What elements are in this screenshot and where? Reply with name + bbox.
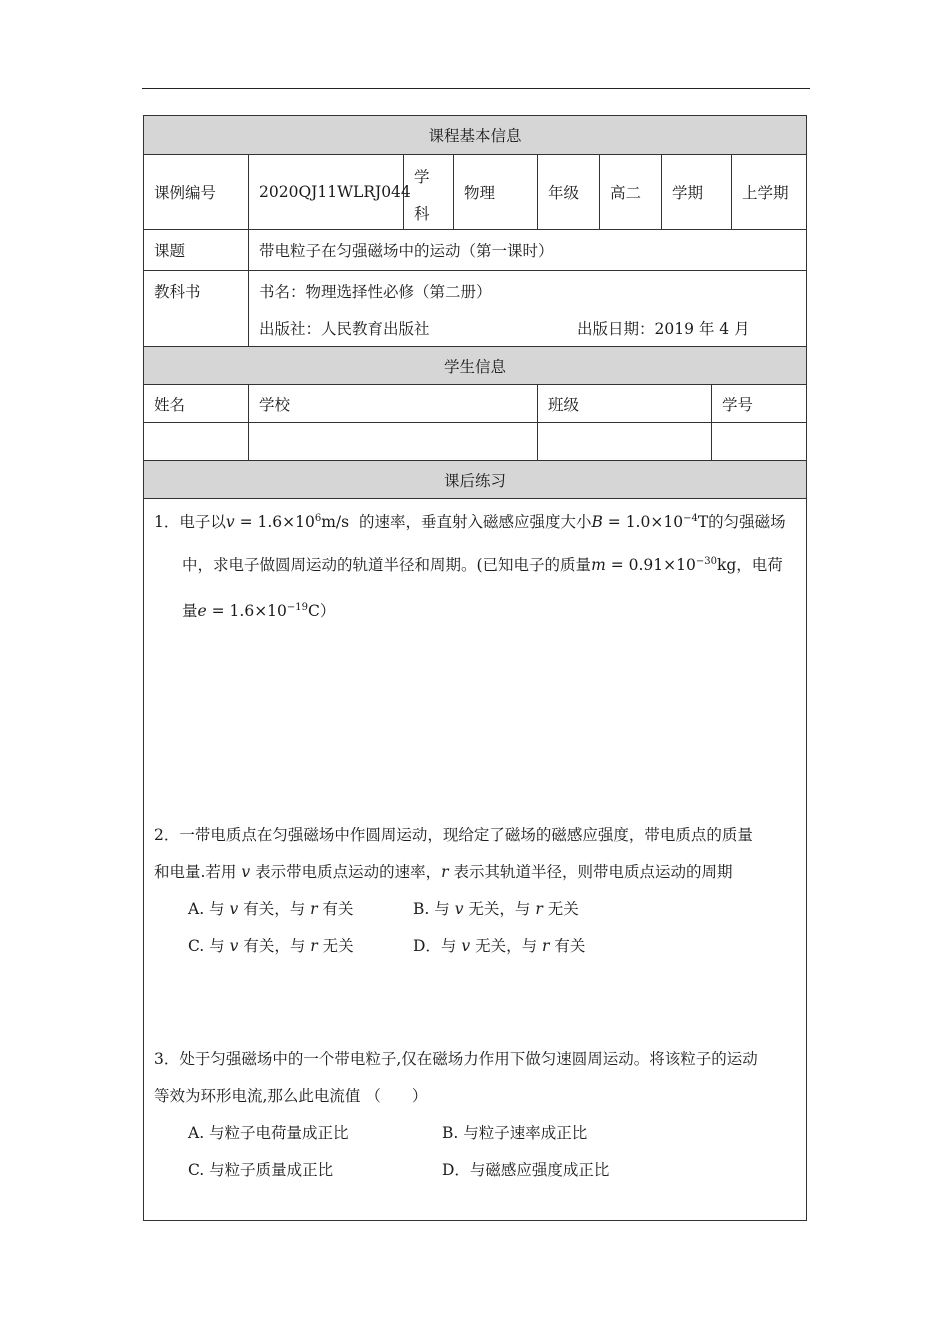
q2-option-b-mid: 无关，与	[468, 900, 531, 918]
student-labels-row	[144, 385, 806, 423]
class-label-cell	[538, 385, 712, 422]
number-field[interactable]	[712, 423, 808, 460]
name-label: 姓名	[154, 395, 186, 414]
q3-option-d[interactable]: D．与磁感应强度成正比	[442, 1161, 610, 1179]
q3-option-a[interactable]: A. 与粒子电荷量成正比	[188, 1124, 349, 1142]
q1-text-g: ）	[319, 602, 336, 620]
student-values-row	[144, 423, 806, 461]
q2-option-a[interactable]	[188, 897, 354, 919]
course-info-title: 课程基本信息	[428, 127, 522, 145]
q2-option-c-prefix: C. 与	[188, 937, 225, 955]
q1-text-b: 的速率，垂直射入磁感应强度大小	[358, 513, 592, 531]
q1-text-c: 的匀强磁场	[708, 513, 786, 531]
topic-value: 带电粒子在匀强磁场中的运动（第一课时）	[259, 242, 554, 260]
q1-charge-symbol: e	[197, 602, 207, 620]
question-1-line-2	[182, 553, 783, 575]
q2-text-b: 表示带电质点运动的速率，	[255, 863, 442, 881]
textbook-value-cell	[249, 271, 808, 346]
exercises-body	[144, 499, 806, 1219]
q1-mass-exponent: −30	[695, 556, 717, 567]
q2-option-d-v: v	[461, 937, 471, 955]
q2-option-c-suffix: 无关	[322, 937, 354, 955]
q2-option-c-v: v	[229, 937, 239, 955]
name-field[interactable]	[144, 423, 249, 460]
q2-option-c-r: r	[310, 937, 318, 955]
q2-radius-symbol: r	[441, 863, 449, 881]
q2-option-d-prefix: D．与	[413, 937, 457, 955]
topic-value-cell	[249, 230, 808, 270]
publication-date: 出版日期：2019 年 4 月	[577, 320, 750, 338]
header-rule	[142, 88, 810, 89]
question-1-line-1	[154, 510, 786, 532]
q2-option-b[interactable]	[413, 897, 579, 919]
course-info-header	[144, 116, 806, 155]
school-label-cell	[249, 385, 538, 422]
q2-option-a-suffix: 有关	[322, 900, 354, 918]
q1-text-d: 中，求电子做圆周运动的轨道半径和周期。(已知电子的质量	[182, 556, 592, 574]
q1-mass-unit: kg	[716, 556, 737, 574]
textbook-label: 教科书	[154, 283, 201, 301]
q1-mass-symbol: m	[591, 556, 606, 574]
student-info-header	[144, 347, 806, 385]
class-label: 班级	[548, 395, 580, 414]
textbook-label-cell	[144, 271, 249, 346]
q1-charge-exponent: −19	[286, 602, 309, 613]
subject-label-top: 学	[414, 168, 430, 186]
term-value: 上学期	[742, 184, 789, 202]
question-1-line-3	[182, 599, 335, 621]
grade-label: 年级	[548, 184, 580, 202]
grade-value: 高二	[610, 184, 642, 202]
q2-option-c[interactable]	[188, 934, 354, 956]
q1-field-unit: T	[697, 513, 709, 531]
question-3-line-1: 3．处于匀强磁场中的一个带电粒子,仅在磁场力作用下做匀速圆周运动。将该粒子的运动	[154, 1050, 758, 1068]
q2-option-d-suffix: 有关	[554, 937, 586, 955]
q2-option-b-r: r	[535, 900, 543, 918]
course-meta-row	[144, 155, 806, 230]
textbook-row	[144, 271, 806, 347]
exercises-title: 课后练习	[443, 471, 506, 490]
q1-velocity-unit: m/s	[321, 513, 350, 531]
course-sheet	[143, 115, 807, 1221]
student-info-title: 学生信息	[443, 357, 506, 376]
q3-option-c[interactable]: C. 与粒子质量成正比	[188, 1161, 334, 1179]
q1-text-a: 1．电子以	[154, 513, 226, 531]
term-label: 学期	[672, 184, 704, 202]
q1-velocity-exponent: 6	[314, 513, 322, 524]
topic-row	[144, 230, 806, 271]
q2-option-b-prefix: B. 与	[413, 900, 450, 918]
q3-option-b[interactable]: B. 与粒子速率成正比	[442, 1124, 588, 1142]
school-field[interactable]	[249, 423, 538, 460]
q2-option-d-mid: 无关，与	[475, 937, 538, 955]
exercises-header	[144, 461, 806, 499]
topic-label-cell	[144, 230, 249, 270]
book-name: 书名：物理选择性必修（第二册）	[259, 283, 492, 301]
q1-text-f: 量	[182, 602, 198, 620]
q2-option-a-mid: 有关，与	[243, 900, 306, 918]
q2-option-a-r: r	[310, 900, 318, 918]
grade-label-cell	[538, 155, 600, 229]
course-id-value: 2020QJ11WLRJ044	[259, 183, 411, 201]
q2-option-c-mid: 有关，与	[243, 937, 306, 955]
q1-velocity-symbol: v	[225, 513, 235, 531]
number-label: 学号	[722, 395, 754, 414]
name-label-cell	[144, 385, 249, 422]
q2-option-a-v: v	[229, 900, 239, 918]
course-id-label: 课例编号	[154, 184, 217, 202]
subject-label-bottom: 科	[414, 205, 430, 223]
subject-value: 物理	[464, 184, 496, 202]
topic-label: 课题	[154, 242, 186, 260]
term-label-cell	[662, 155, 732, 229]
subject-value-cell	[454, 155, 538, 229]
q1-text-e: ，电荷	[736, 556, 783, 574]
number-label-cell	[712, 385, 808, 422]
q2-option-b-v: v	[454, 900, 464, 918]
q1-charge-unit: C	[308, 602, 320, 620]
subject-label-cell	[404, 155, 454, 229]
q1-velocity-value: = 1.6×10	[234, 513, 315, 531]
class-field[interactable]	[538, 423, 712, 460]
term-value-cell	[732, 155, 808, 229]
q2-option-d-r: r	[542, 937, 550, 955]
q2-option-d[interactable]	[413, 934, 585, 956]
q2-text-c: 表示其轨道半径，则带电质点运动的周期	[453, 863, 733, 881]
course-id-label-cell	[144, 155, 249, 229]
q1-field-symbol: B	[591, 513, 603, 531]
question-2-line-2	[154, 860, 732, 882]
publisher: 出版社：人民教育出版社	[259, 320, 430, 338]
q1-mass-value: = 0.91×10	[605, 556, 696, 574]
q2-text-a: 和电量.若用	[154, 863, 237, 881]
q1-field-exponent: −4	[683, 513, 698, 524]
school-label: 学校	[259, 395, 291, 414]
course-id-value-cell	[249, 155, 411, 229]
q1-charge-value: = 1.6×10	[206, 602, 287, 620]
grade-value-cell	[600, 155, 662, 229]
q2-velocity-symbol: v	[241, 863, 251, 881]
q2-option-b-suffix: 无关	[547, 900, 579, 918]
q1-field-value: = 1.0×10	[602, 513, 684, 531]
question-2-line-1: 2．一带电质点在匀强磁场中作圆周运动，现给定了磁场的磁感应强度，带电质点的质量	[154, 826, 753, 844]
question-3-line-2: 等效为环形电流,那么此电流值 （ ）	[154, 1087, 428, 1105]
q2-option-a-prefix: A. 与	[188, 900, 225, 918]
